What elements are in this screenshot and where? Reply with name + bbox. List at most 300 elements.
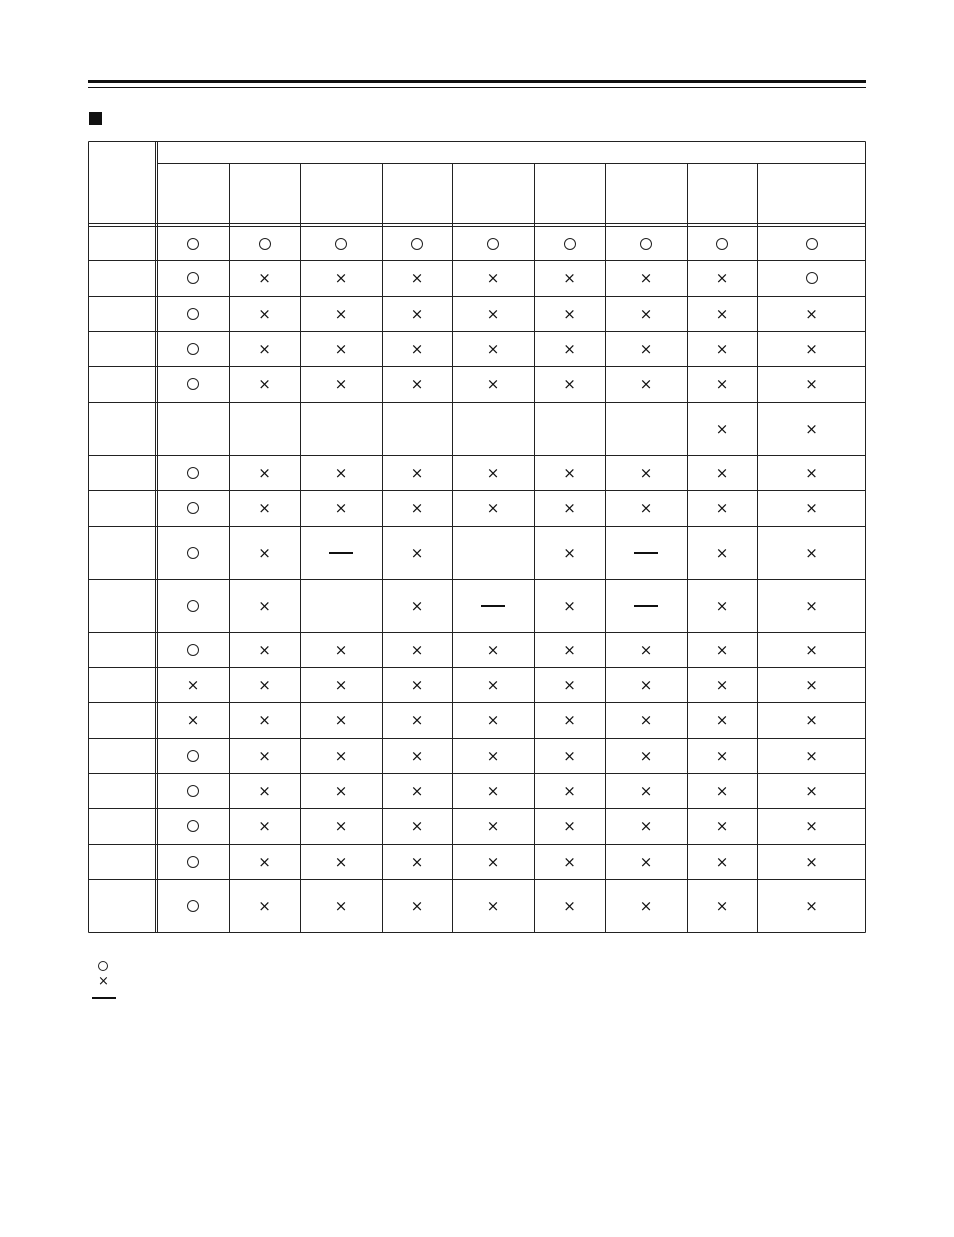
table-cell <box>300 702 382 738</box>
table-cell <box>534 331 605 366</box>
cross-icon: × <box>486 304 500 323</box>
cross-icon: × <box>410 339 424 358</box>
table-cell <box>757 579 866 632</box>
legend-row-cross <box>92 974 116 990</box>
table-cell <box>229 331 300 366</box>
table-cell <box>605 490 687 526</box>
cross-icon: × <box>715 711 729 729</box>
table-cell <box>382 808 452 844</box>
cross-icon: × <box>334 640 348 659</box>
cross-icon: × <box>805 304 818 323</box>
cross-icon: × <box>639 304 653 323</box>
cross-icon: × <box>639 896 653 915</box>
table-cell <box>534 579 605 632</box>
table-cell <box>687 844 757 879</box>
cross-icon: × <box>563 711 576 729</box>
cross-icon: × <box>486 269 500 287</box>
table-cell <box>229 738 300 773</box>
table-cell <box>452 331 534 366</box>
cross-icon: × <box>715 817 729 835</box>
table-cell <box>452 260 534 296</box>
table-cell <box>687 526 757 579</box>
table-cell <box>534 667 605 702</box>
table-cell <box>300 455 382 490</box>
table-cell <box>452 227 534 260</box>
cross-icon: × <box>639 746 653 765</box>
cross-icon: × <box>258 896 271 915</box>
cross-icon: × <box>715 596 729 615</box>
circle-icon <box>187 600 199 612</box>
table-cell <box>757 490 866 526</box>
table-cell <box>605 632 687 667</box>
cross-icon: × <box>410 781 424 800</box>
table-cell <box>300 331 382 366</box>
circle-icon <box>187 820 199 832</box>
cross-icon: × <box>639 675 653 694</box>
table-cell <box>757 331 866 366</box>
section-bullet-icon <box>89 112 102 125</box>
circle-icon <box>187 378 199 390</box>
table-cell <box>687 879 757 932</box>
cross-icon: × <box>486 375 500 393</box>
cross-icon: × <box>486 711 500 729</box>
table-cell <box>757 296 866 331</box>
circle-icon <box>487 238 499 250</box>
cross-icon: × <box>805 781 818 800</box>
cross-icon: × <box>715 269 729 287</box>
cross-icon: × <box>258 375 271 393</box>
circle-icon <box>259 238 271 250</box>
circle-icon <box>335 238 347 250</box>
cross-icon: × <box>563 640 576 659</box>
cross-icon: × <box>486 339 500 358</box>
table-cell <box>757 227 866 260</box>
circle-icon <box>187 502 199 514</box>
cross-icon: × <box>563 596 576 615</box>
table-cell <box>229 227 300 260</box>
table-cell <box>229 667 300 702</box>
cross-icon: × <box>486 675 500 694</box>
table-cell <box>757 702 866 738</box>
table-cell <box>534 632 605 667</box>
cross-icon: × <box>805 375 818 393</box>
table-cell <box>452 773 534 808</box>
cross-icon: × <box>563 463 576 482</box>
cross-icon: × <box>258 640 271 659</box>
cross-icon: × <box>258 852 271 871</box>
cross-icon: × <box>258 675 271 694</box>
cross-icon: × <box>258 269 271 287</box>
cross-icon: × <box>805 852 818 871</box>
table-cell <box>687 490 757 526</box>
cross-icon: × <box>486 499 500 517</box>
table-cell <box>300 366 382 402</box>
table-cell <box>229 455 300 490</box>
circle-icon <box>806 272 818 284</box>
cross-icon: × <box>805 339 818 358</box>
dash-icon <box>481 605 505 607</box>
cross-icon: × <box>805 746 818 765</box>
cross-icon: × <box>563 817 576 835</box>
table-cell <box>605 667 687 702</box>
cross-icon: × <box>410 852 424 871</box>
table-cell <box>382 738 452 773</box>
table-cell <box>757 402 866 455</box>
circle-icon <box>187 750 199 762</box>
cross-icon: × <box>715 781 729 800</box>
cross-icon: × <box>486 781 500 800</box>
table-cell <box>382 667 452 702</box>
table-cell <box>605 808 687 844</box>
circle-icon <box>640 238 652 250</box>
table-cell <box>757 738 866 773</box>
cross-icon: × <box>410 746 424 765</box>
table-cell <box>300 773 382 808</box>
cross-icon: × <box>715 852 729 871</box>
table-cell <box>605 844 687 879</box>
table-cell <box>605 227 687 260</box>
cross-icon: × <box>715 339 729 358</box>
table-cell <box>605 366 687 402</box>
table-cell <box>157 331 229 366</box>
table-cell <box>382 632 452 667</box>
cross-icon: × <box>186 711 200 729</box>
table-cell <box>157 702 229 738</box>
cross-icon: × <box>334 269 348 287</box>
table-cell <box>452 579 534 632</box>
cross-icon: × <box>410 711 424 729</box>
cross-icon: × <box>563 543 576 562</box>
table-cell <box>534 879 605 932</box>
table-cell <box>300 490 382 526</box>
table-cell <box>229 579 300 632</box>
cross-icon: × <box>410 640 424 659</box>
circle-icon <box>98 961 108 971</box>
header-rule-thick <box>88 80 866 83</box>
table-cell <box>757 879 866 932</box>
table-cell <box>534 702 605 738</box>
circle-icon <box>187 238 199 250</box>
table-cell <box>687 366 757 402</box>
cross-icon: × <box>334 499 348 517</box>
cross-icon: × <box>98 974 109 989</box>
cross-icon: × <box>563 304 576 323</box>
legend <box>92 958 116 1006</box>
table-cell <box>452 526 534 579</box>
table-cell <box>229 402 300 455</box>
cross-icon: × <box>639 817 653 835</box>
table-cell <box>687 260 757 296</box>
table-cell <box>757 667 866 702</box>
table-cell <box>534 455 605 490</box>
table-cell <box>300 260 382 296</box>
cross-icon: × <box>334 463 348 482</box>
table-cell <box>229 260 300 296</box>
table-cell <box>300 808 382 844</box>
table-cell <box>687 402 757 455</box>
table-cell <box>300 632 382 667</box>
circle-icon <box>187 785 199 797</box>
cross-icon: × <box>334 781 348 800</box>
circle-icon <box>716 238 728 250</box>
table-cell <box>687 455 757 490</box>
table-cell <box>534 738 605 773</box>
table-cell <box>229 490 300 526</box>
table-cell <box>382 490 452 526</box>
table-cell <box>605 579 687 632</box>
cross-icon: × <box>715 543 729 562</box>
table-cell <box>757 526 866 579</box>
table-cell <box>605 455 687 490</box>
cross-icon: × <box>563 339 576 358</box>
table-cell <box>534 526 605 579</box>
cross-icon: × <box>805 419 818 438</box>
cross-icon: × <box>258 339 271 358</box>
table-cell <box>157 667 229 702</box>
table-cell <box>229 808 300 844</box>
table-cell <box>534 296 605 331</box>
table-cell <box>687 331 757 366</box>
compatibility-table <box>88 141 866 933</box>
cross-icon: × <box>258 596 271 615</box>
table-cell <box>534 490 605 526</box>
table-cell <box>452 879 534 932</box>
cross-icon: × <box>258 499 271 517</box>
cross-icon: × <box>563 746 576 765</box>
cross-icon: × <box>563 852 576 871</box>
table-cell <box>382 402 452 455</box>
table-cell <box>452 455 534 490</box>
table-cell <box>534 260 605 296</box>
cross-icon: × <box>486 463 500 482</box>
cross-icon: × <box>639 499 653 517</box>
table-cell <box>687 579 757 632</box>
table-cell <box>605 260 687 296</box>
circle-icon <box>187 308 199 320</box>
cross-icon: × <box>805 675 818 694</box>
dash-icon <box>329 552 353 554</box>
cross-icon: × <box>258 711 271 729</box>
table-cell <box>605 402 687 455</box>
table-cell <box>157 490 229 526</box>
table-cell <box>229 632 300 667</box>
table-cell <box>757 455 866 490</box>
table-cell <box>157 738 229 773</box>
cross-icon: × <box>410 375 424 393</box>
cross-icon: × <box>805 896 818 915</box>
cross-icon: × <box>410 675 424 694</box>
table-cell <box>300 667 382 702</box>
cross-icon: × <box>410 543 424 562</box>
table-cell <box>157 526 229 579</box>
circle-icon <box>187 900 199 912</box>
cross-icon: × <box>639 463 653 482</box>
table-cell <box>229 844 300 879</box>
cross-icon: × <box>258 304 271 323</box>
cross-icon: × <box>258 746 271 765</box>
circle-icon <box>806 238 818 250</box>
table-cell <box>382 879 452 932</box>
table-cell <box>605 879 687 932</box>
table-cell <box>605 331 687 366</box>
table-cell <box>687 227 757 260</box>
cross-icon: × <box>639 375 653 393</box>
cross-icon: × <box>486 896 500 915</box>
cross-icon: × <box>639 781 653 800</box>
table-cell <box>605 702 687 738</box>
table-cell <box>382 844 452 879</box>
table-cell <box>757 366 866 402</box>
cross-icon: × <box>563 269 576 287</box>
cross-icon: × <box>410 499 424 517</box>
cross-icon: × <box>715 640 729 659</box>
cross-icon: × <box>486 817 500 835</box>
table-cell <box>534 808 605 844</box>
cross-icon: × <box>639 269 653 287</box>
table-cell <box>452 702 534 738</box>
cross-icon: × <box>639 711 653 729</box>
cross-icon: × <box>639 640 653 659</box>
cross-icon: × <box>258 781 271 800</box>
cross-icon: × <box>805 543 818 562</box>
table-cell <box>157 296 229 331</box>
table-cell <box>382 702 452 738</box>
table-cell <box>452 667 534 702</box>
table-cell <box>157 844 229 879</box>
cross-icon: × <box>805 817 818 835</box>
cross-icon: × <box>258 463 271 482</box>
cross-icon: × <box>805 596 818 615</box>
cross-icon: × <box>639 852 653 871</box>
dash-icon <box>634 552 658 554</box>
table-cell <box>300 738 382 773</box>
dash-icon <box>634 605 658 607</box>
cross-icon: × <box>715 499 729 517</box>
cross-icon: × <box>805 463 818 482</box>
cross-icon: × <box>563 781 576 800</box>
table-cell <box>382 331 452 366</box>
table-cell <box>382 366 452 402</box>
table-cell <box>382 579 452 632</box>
table-cell <box>534 227 605 260</box>
table-cell <box>534 844 605 879</box>
circle-icon <box>187 272 199 284</box>
table-cell <box>229 366 300 402</box>
table-cell <box>382 526 452 579</box>
cross-icon: × <box>334 896 348 915</box>
cross-icon: × <box>805 499 818 517</box>
table-cell <box>157 402 229 455</box>
cross-icon: × <box>715 746 729 765</box>
table-cell <box>157 260 229 296</box>
cross-icon: × <box>334 852 348 871</box>
table-cell <box>229 773 300 808</box>
cross-icon: × <box>805 640 818 659</box>
circle-icon <box>187 644 199 656</box>
table-cell <box>157 632 229 667</box>
cross-icon: × <box>410 463 424 482</box>
table-cell <box>452 632 534 667</box>
table-cell <box>687 738 757 773</box>
table-cell <box>452 402 534 455</box>
table-cell <box>157 773 229 808</box>
cross-icon: × <box>334 746 348 765</box>
cross-icon: × <box>486 640 500 659</box>
table-cell <box>687 773 757 808</box>
cross-icon: × <box>334 304 348 323</box>
table-cell <box>605 526 687 579</box>
table-cell <box>157 227 229 260</box>
table-cell <box>300 526 382 579</box>
cross-icon: × <box>258 817 271 835</box>
table-cell <box>300 579 382 632</box>
table-cell <box>157 808 229 844</box>
cross-icon: × <box>805 711 818 729</box>
cross-icon: × <box>715 375 729 393</box>
cross-icon: × <box>486 746 500 765</box>
table-cell <box>534 402 605 455</box>
table-cell <box>452 296 534 331</box>
cross-icon: × <box>334 711 348 729</box>
cross-icon: × <box>334 817 348 835</box>
table-cell <box>157 455 229 490</box>
table-cell <box>229 879 300 932</box>
cross-icon: × <box>410 269 424 287</box>
cross-icon: × <box>334 375 348 393</box>
dash-icon <box>92 997 116 999</box>
cross-icon: × <box>410 896 424 915</box>
table-cell <box>757 632 866 667</box>
table-cell <box>229 702 300 738</box>
table-cell <box>687 296 757 331</box>
table-cell <box>605 296 687 331</box>
cross-icon: × <box>639 339 653 358</box>
table-cell <box>452 738 534 773</box>
table-cell <box>534 773 605 808</box>
header-rule-thin <box>88 87 866 88</box>
table-cell <box>300 296 382 331</box>
table-cell <box>757 808 866 844</box>
cross-icon: × <box>715 419 729 438</box>
circle-icon <box>411 238 423 250</box>
table-cell <box>687 667 757 702</box>
cross-icon: × <box>715 675 729 694</box>
table-cell <box>452 366 534 402</box>
table-cell <box>605 773 687 808</box>
table-cell <box>229 526 300 579</box>
table-cell <box>605 738 687 773</box>
cross-icon: × <box>334 339 348 358</box>
circle-icon <box>187 856 199 868</box>
cross-icon: × <box>410 596 424 615</box>
table-cell <box>300 844 382 879</box>
cross-icon: × <box>410 817 424 835</box>
cross-icon: × <box>410 304 424 323</box>
cross-icon: × <box>715 304 729 323</box>
table-cell <box>382 773 452 808</box>
table-cell <box>229 296 300 331</box>
cross-icon: × <box>563 375 576 393</box>
table-cell <box>757 844 866 879</box>
table-cell <box>300 402 382 455</box>
cross-icon: × <box>715 896 729 915</box>
table-cell <box>157 879 229 932</box>
table-cell <box>687 702 757 738</box>
table-cell <box>452 844 534 879</box>
cross-icon: × <box>258 543 271 562</box>
cross-icon: × <box>186 675 200 694</box>
table-cell <box>452 490 534 526</box>
